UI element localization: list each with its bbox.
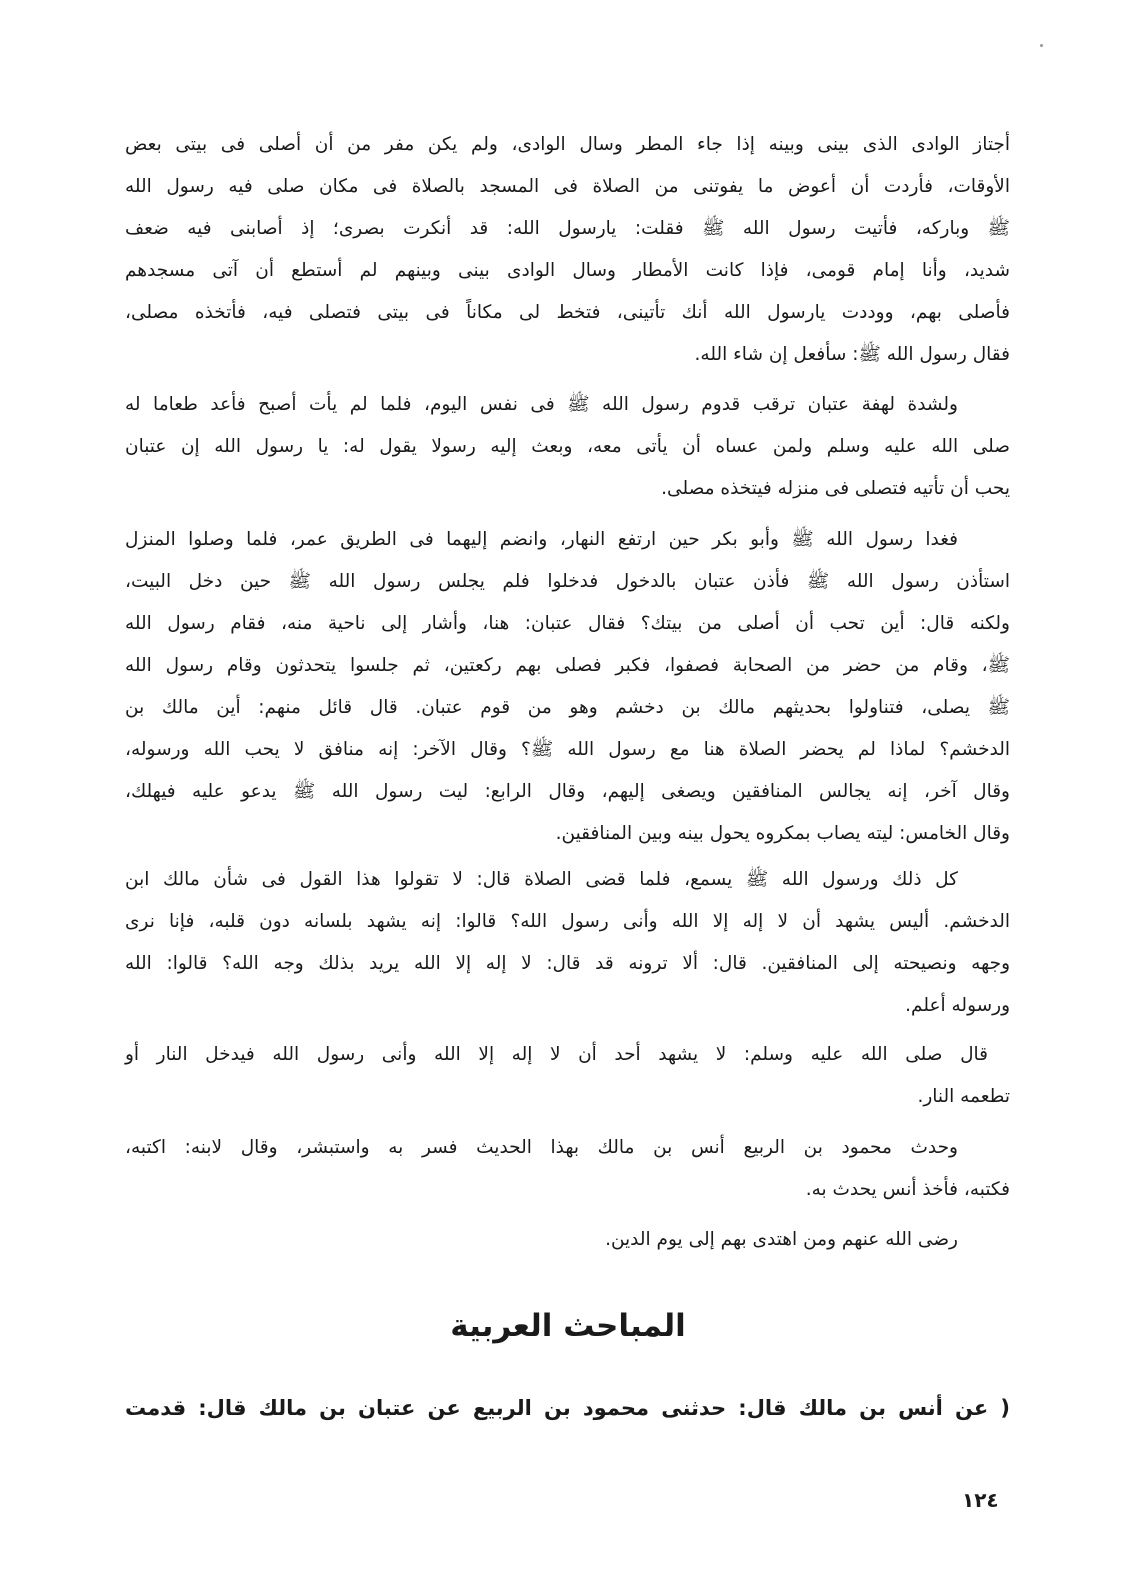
- paragraph: [125, 124, 1010, 376]
- text-line: فأصلى بهم، ووددت يارسول الله أنك تأتينى، فتخط لى مكاناً فى بيتى فتصلى فيه، فأتخذه مصلى،: [125, 302, 1010, 323]
- paragraph: [125, 1034, 1010, 1118]
- text-line: الدخشم؟ لماذا لم يحضر الصلاة هنا مع رسول الله ﷺ؟ وقال الآخر: إنه منافق لا يحب الله ورسوله،: [125, 739, 1010, 760]
- text-line: الأوقات، فأردت أن أعوض ما يفوتنى من الصلاة فى المسجد بالصلاة فى مكان صلى فيه رسول الله: [125, 176, 1010, 197]
- paragraph: [125, 859, 1010, 1027]
- text-line: وحدث محمود بن الربيع أنس بن مالك بهذا الحديث فسر به واستبشر، وقال لابنه: اكتبه،: [125, 1137, 958, 1158]
- text-line: ﷺ يصلى، فتناولوا بحديثهم مالك بن دخشم وهو من قوم عتبان. قال قائل منهم: أين مالك بن: [125, 697, 1010, 718]
- text-line: أجتاز الوادى الذى بينى وبينه إذا جاء المطر وسال الوادى، ولم يكن مفر من أن أصلى فى بيتى بعض: [125, 134, 1010, 155]
- paragraph: [125, 1219, 1010, 1261]
- text-line: وجهه ونصيحته إلى المنافقين. قال: ألا ترونه قد قال: لا إله إلا الله يريد بذلك وجه الله؟ قالوا: الله: [125, 953, 1010, 974]
- text-line: يحب أن تأتيه فتصلى فى منزله فيتخذه مصلى.: [661, 478, 1010, 499]
- text-line: ﷺ وباركه، فأتيت رسول الله ﷺ فقلت: يارسول الله: قد أنكرت بصرى؛ إذ أصابنى فيه ضعف: [125, 218, 1010, 239]
- text-line: استأذن رسول الله ﷺ فأذن عتبان بالدخول فدخلوا فلم يجلس رسول الله ﷺ حين دخل البيت،: [125, 571, 1010, 592]
- text-line: تطعمه النار.: [917, 1086, 1010, 1107]
- text-line: ﷺ، وقام من حضر من الصحابة فصفوا، فكبر فصلى بهم ركعتين، ثم جلسوا يتحدثون وقام رسول الله: [125, 655, 1010, 676]
- text-line: ولكنه قال: أين تحب أن أصلى من بيتك؟ فقال عتبان: هنا، وأشار إلى ناحية منه، فقام رسول الله: [125, 613, 1010, 634]
- text-line: رضى الله عنهم ومن اهتدى بهم إلى يوم الدين.: [605, 1229, 958, 1250]
- scan-speck: [1040, 44, 1043, 47]
- section-heading: المباحث العربية: [450, 1308, 686, 1344]
- text-line: صلى الله عليه وسلم ولمن عساه أن يأتى معه، وبعث إليه رسولا يقول له: يا رسول الله إن عتبان: [125, 436, 1010, 457]
- text-line: شديد، وأنا إمام قومى، فإذا كانت الأمطار وسال الوادى بينى وبينهم لم أستطع أن آتى مسجدهم: [125, 260, 1010, 281]
- hadith-line: ( عن أنس بن مالك قال: حدثنى محمود بن الربيع عن عتبان بن مالك قال: قدمت: [125, 1396, 1010, 1420]
- page-number: ١٢٤: [962, 1488, 999, 1512]
- text-line: فقال رسول الله ﷺ: سأفعل إن شاء الله.: [694, 344, 1010, 365]
- text-line: وقال آخر، إنه يجالس المنافقين ويصغى إليهم، وقال الرابع: ليت رسول الله ﷺ يدعو عليه فيهلك،: [125, 781, 1010, 802]
- paragraph: [125, 1127, 1010, 1211]
- text-line: وقال الخامس: ليته يصاب بمكروه يحول بينه وبين المنافقين.: [555, 823, 1010, 844]
- text-line: قال صلى الله عليه وسلم: لا يشهد أحد أن لا إله إلا الله وأنى رسول الله فيدخل النار أو: [125, 1044, 988, 1065]
- text-line: الدخشم. أليس يشهد أن لا إله إلا الله وأنى رسول الله؟ قالوا: إنه يشهد بلسانه دون قلبه، فإنا نرى: [125, 911, 1010, 932]
- text-line: فكتبه، فأخذ أنس يحدث به.: [805, 1179, 1010, 1200]
- paragraph: [125, 519, 1010, 855]
- paragraph: [125, 384, 1010, 510]
- text-line: ولشدة لهفة عتبان ترقب قدوم رسول الله ﷺ فى نفس اليوم، فلما لم يأت أصبح فأعد طعاما له: [125, 394, 958, 415]
- text-line: ورسوله أعلم.: [905, 995, 1010, 1016]
- text-line: فغدا رسول الله ﷺ وأبو بكر حين ارتفع النهار، وانضم إليهما فى الطريق عمر، فلما وصلوا المنزل: [125, 529, 958, 550]
- text-line: كل ذلك ورسول الله ﷺ يسمع، فلما قضى الصلاة قال: لا تقولوا هذا القول فى شأن مالك ابن: [125, 869, 958, 890]
